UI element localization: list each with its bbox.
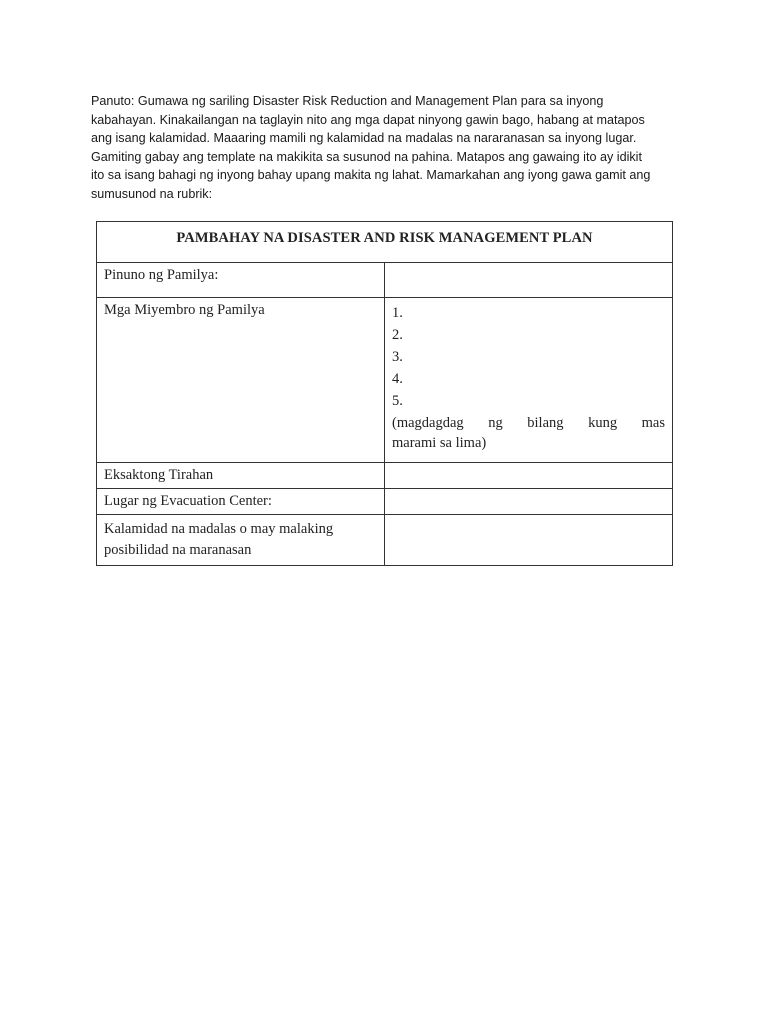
calamity-value[interactable] xyxy=(385,515,673,566)
members-note xyxy=(392,413,665,453)
calamity-row xyxy=(97,515,673,566)
member-item-5: 5. xyxy=(392,393,403,409)
note-word: mas xyxy=(641,415,665,431)
evacuation-center-value[interactable] xyxy=(385,489,673,515)
instructions-line: ito sa isang bahagi ng inyong bahay upang makita ng lahat. Mamarkahan ang iyong gawa gamit ang xyxy=(91,168,651,183)
member-item-3: 3. xyxy=(392,349,403,365)
members-note-line-1 xyxy=(392,413,665,433)
instructions-line: Panuto: Gumawa ng sariling Disaster Risk Reduction and Management Plan para sa inyong xyxy=(91,94,604,108)
evacuation-center-label: Lugar ng Evacuation Center: xyxy=(97,489,385,515)
instructions-line: Gamiting gabay ang template na makikita sa susunod na pahina. Matapos ang gawaing ito ay idikit xyxy=(91,149,642,164)
instructions-line: kabahayan. Kinakailangan na taglayin nito ang mga dapat ninyong gawin bago, habang at matapos xyxy=(91,112,645,127)
note-word: ng xyxy=(488,415,503,431)
family-members-label: Mga Miyembro ng Pamilya xyxy=(97,298,385,463)
address-value[interactable] xyxy=(385,463,673,489)
address-label: Eksaktong Tirahan xyxy=(97,463,385,489)
member-item-4: 4. xyxy=(392,371,403,387)
member-item-2: 2. xyxy=(392,327,403,343)
members-note-line-2: marami sa lima) xyxy=(392,435,487,451)
evacuation-center-row xyxy=(97,489,673,515)
note-word: kung xyxy=(588,415,618,431)
family-head-label: Pinuno ng Pamilya: xyxy=(97,263,385,298)
instructions-line: sumusunod na rubrik: xyxy=(91,186,213,201)
instructions-line: ang isang kalamidad. Maaaring mamili ng kalamidad na madalas na nararanasan sa inyong lugar. xyxy=(91,131,637,146)
note-word: (magdagdag xyxy=(392,415,464,431)
note-word: bilang xyxy=(527,415,564,431)
disaster-plan-table xyxy=(96,221,673,566)
member-item-1: 1. xyxy=(392,305,403,321)
family-members-row xyxy=(97,298,673,463)
family-head-value[interactable] xyxy=(385,263,673,298)
address-row xyxy=(97,463,673,489)
plan-title: PAMBAHAY NA DISASTER AND RISK MANAGEMENT PLAN xyxy=(97,222,673,263)
plan-title-row xyxy=(97,222,673,263)
instructions-paragraph xyxy=(91,92,681,204)
family-members-value[interactable] xyxy=(385,298,673,463)
calamity-label: Kalamidad na madalas o may malaking posibilidad na maranasan xyxy=(97,515,385,566)
family-head-row xyxy=(97,263,673,298)
